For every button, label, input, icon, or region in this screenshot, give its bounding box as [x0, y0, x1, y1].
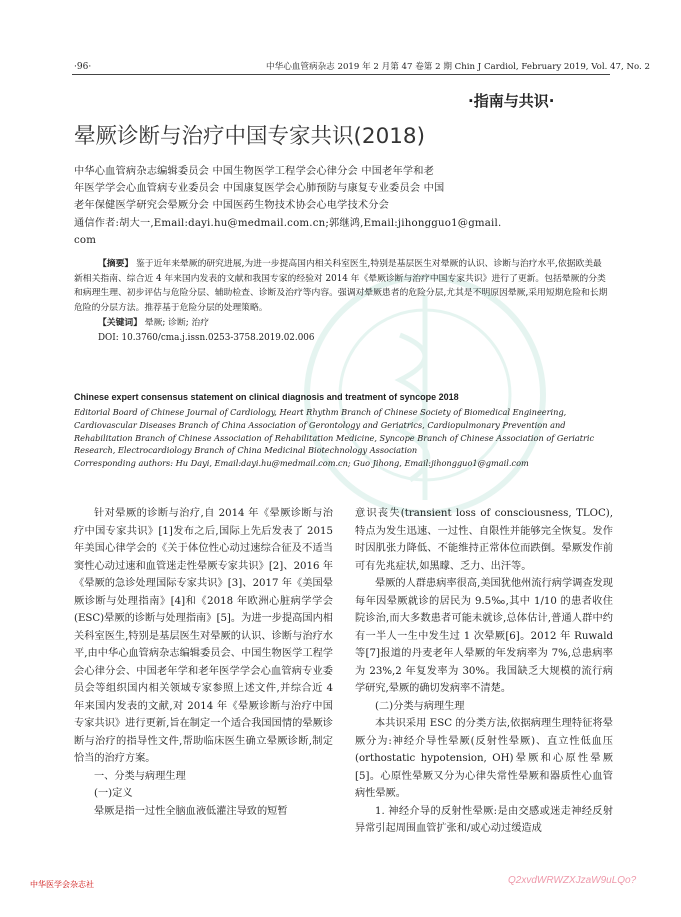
page-number: ·96· [74, 62, 92, 72]
page-title: 晕厥诊断与治疗中国专家共识(2018) [74, 124, 425, 149]
body-paragraph: 针对晕厥的诊断与治疗,自 2014 年《晕厥诊断与治疗中国专家共识》[1]发布之后,国际上先后发表了 2015 年美国心律学会的《关于体位性心动过速综合征及不适当窦性心动过速和血管迷走性晕厥专家共识》[2]、2016 年《晕厥的急诊处理国际专家共识》[3]、2017 年《美国晕厥诊断与处理指南》[4]和《2018 年欧洲心脏病学学会(ESC)晕厥的诊断与处理指南》[5]。为进一步提高国内相关科室医生,特别是基层医生对晕厥的认识、诊断与治疗水平,由中华心血管病杂志编辑委员会、中国生物医学工程学会心律分会、中国老年学和老年医学学会心血管病专业委员会等组织国内相关领域专家参照上述文件,并综合近 4 年来国内发表的文献,对 2014 年《晕厥诊断与治疗中国专家共识》进行更新,旨在制定一个适合我国国情的晕厥诊断与治疗的指导性文件,帮助临床医生确立晕厥诊断,制定恰当的治疗方案。 [74, 508, 333, 764]
section-heading: 一、分类与病理生理 [94, 770, 186, 782]
body-paragraph: 本共识采用 ESC 的分类方法,依据病理生理特征将晕厥分为:神经介导性晕厥(反射性晕厥)、直立性低血压(orthostatic hypotension, OH)晕厥和心原性晕厥[5]。心原性晕厥又分为心律失常性晕厥和器质性心血管病性晕厥。 [355, 718, 613, 799]
body-paragraph: 意识丧失(transient loss of consciousness, TLOC),特点为发生迅速、一过性、自限性并能够完全恢复。发作时因肌张力降低、不能维持正常体位而跌倒。晕厥发作前可有先兆症状,如黑矇、乏力、出汗等。 [355, 508, 613, 572]
body-paragraph: 1. 神经介导的反射性晕厥:是由交感或迷走神经反射异常引起周围血管扩张和/或心动过缓造成 [355, 805, 613, 834]
corresponding-line: 通信作者:胡大一,Email:dayi.hu@medmail.com.cn;郭继鸿,Email:jihongguo1@gmail. [74, 217, 502, 229]
english-affiliations [74, 406, 608, 470]
publisher-logo: 中华医学会杂志社 [30, 880, 94, 889]
author-block [74, 163, 614, 249]
body-column-left [74, 505, 333, 820]
corresponding-line: com [74, 234, 97, 246]
footer-watermark-code: Q2xvdWRWZXJzaW9uLQo? [508, 875, 637, 886]
doi: DOI: 10.3760/cma.j.issn.0253-3758.2019.02.006 [98, 332, 315, 343]
header-rule [72, 74, 610, 75]
english-corresponding: Corresponding authors: Hu Dayi, Email:dayi.hu@medmail.com.cn; Guo Jihong, Email:jihongguo1@gmail.com [74, 458, 529, 469]
journal-header: 中华心血管病杂志 2019 年 2 月第 47 卷第 2 期 Chin J Cardiol, February 2019, Vol. 47, No. 2 [266, 62, 650, 72]
subsection-heading: (二)分类与病理生理 [375, 700, 465, 712]
body-paragraph: 晕厥的人群患病率很高,美国犹他州流行病学调查发现每年因晕厥就诊的居民为 9.5‰,其中 1/10 的患者收住院诊治,而大多数患者可能未就诊,总体估计,普通人群中约有一半人一生中发生过 1 次晕厥[6]。2012 年 Ruwald 等[7]报道的丹麦老年人晕厥的年发病率为 7%,总患病率为 23%,2 年复发率为 30%。我国缺乏大规模的流行病学研究,晕厥的确切发病率不清楚。 [355, 578, 613, 694]
keywords: 晕厥; 诊断; 治疗 [144, 318, 210, 329]
subsection-heading: (一)定义 [94, 788, 133, 799]
author-line: 老年保健医学研究会晕厥分会 中国医药生物技术协会心电学技术分会 [74, 200, 390, 212]
body-column-right [355, 505, 613, 838]
abstract-text: 鉴于近年来晕厥的研究进展,为进一步提高国内相关科室医生,特别是基层医生对晕厥的认识、诊断与治疗水平,依据欧美最新相关指南、综合近 4 年来国内发表的文献和我国专家的经验对 2014 年《晕厥诊断与治疗中国专家共识》进行了更新。包括晕厥的分类和病理生理、初步评估与危险分层、辅助检查、诊断及治疗等内容。强调对晕厥患者的危险分层,尤其是不明原因晕厥,采用短期危险和长期危险的分层方法。推荐基于危险分层的处理策略。 [74, 259, 608, 313]
section-label: ·指南与共识· [468, 92, 555, 110]
body-paragraph: 晕厥是指一过性全脑血液低灌注导致的短暂 [94, 805, 288, 817]
author-line: 中华心血管病杂志编辑委员会 中国生物医学工程学会心律分会 中国老年学和老 [74, 166, 435, 177]
keywords-label: 【关键词】 [98, 318, 142, 329]
author-line: 年医学学会心血管病专业委员会 中国康复医学会心肺预防与康复专业委员会 中国 [74, 183, 445, 195]
abstract-block [74, 257, 609, 346]
english-affiliation-text: Editorial Board of Chinese Journal of Cardiology, Heart Rhythm Branch of Chinese Society of Biomedical Engineering, Cardiovascular Diseases Branch of China Association of Gerontology and Geriatrics, Cardiopulmonary Prevention and Rehabilitation Branch of Chinese Association of Rehabilitation Medicine, Syncope Branch of Chinese Association of Geriatric Research, Electrocardiology Branch of China Medicinal Biotechnology Association [74, 407, 595, 456]
english-title: Chinese expert consensus statement on clinical diagnosis and treatment of syncope 2018 [74, 392, 459, 402]
abstract-label: 【摘要】 [98, 259, 134, 269]
